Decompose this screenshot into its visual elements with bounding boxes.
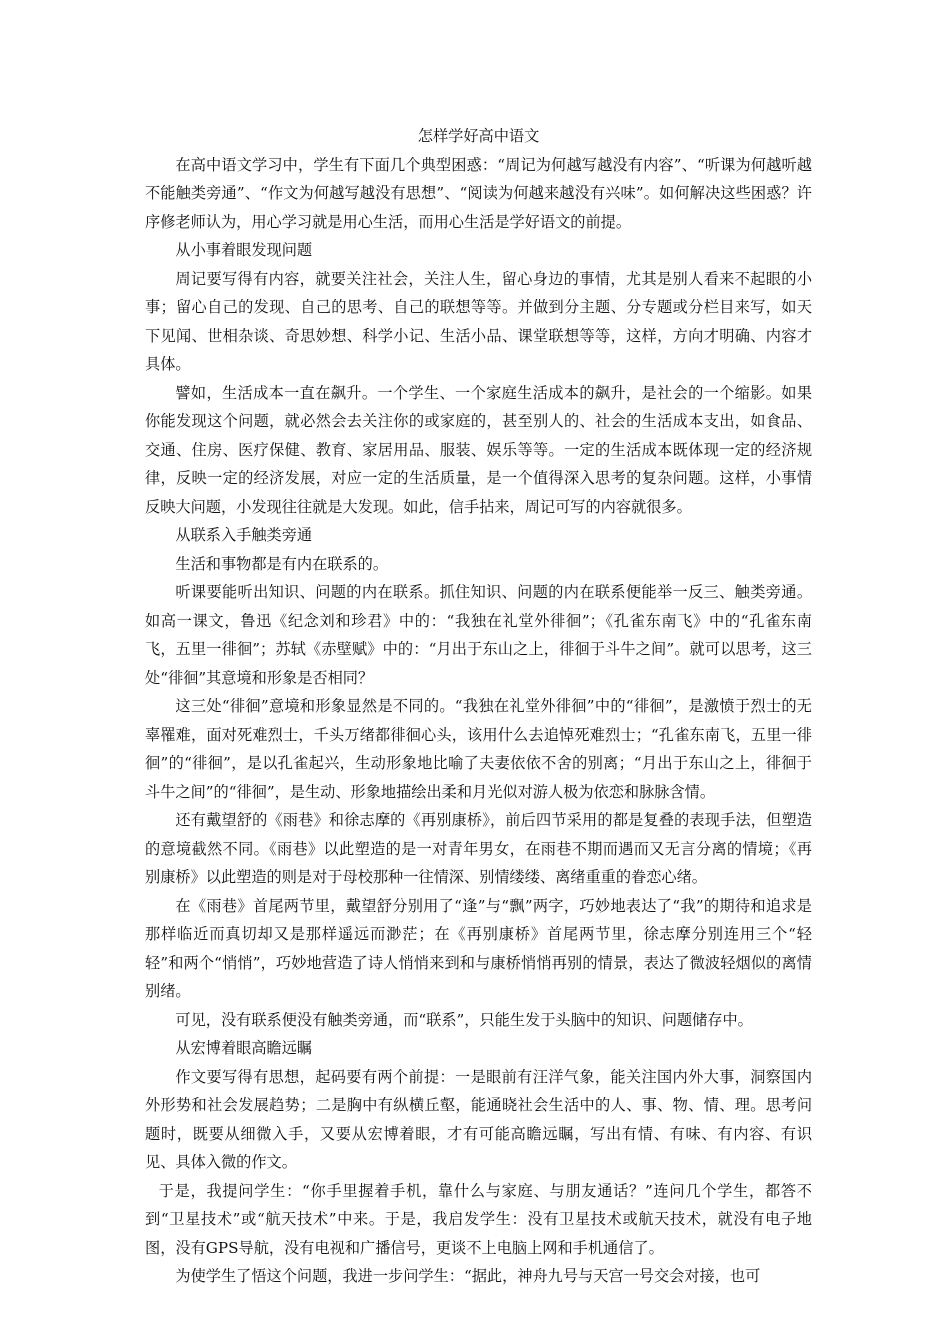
paragraph: 在《雨巷》首尾两节里，戴望舒分别用了“逢”与“飘”两字，巧妙地表达了“我”的期待和追求是那样临近而真切却又是那样遥远而渺茫；在《再别康桥》首尾两节里，徐志摩分别连用三个“轻轻”和两个“悄悄”，巧妙地营造了诗人悄悄来到和与康桥悄悄再别的情景，表达了微波轻烟似的离情别绪。: [145, 896, 812, 1000]
paragraph: 在高中语文学习中，学生有下面几个典型困惑：“周记为何越写越没有内容”、“听课为何越听越不能触类旁通”、“作文为何越写越没有思想”、“阅读为何越来越没有兴味”。如何解决这些困惑？许序修老师认为，用心学习就是用心生活，而用心生活是学好语文的前提。: [145, 155, 812, 231]
document-title: 怎样学好高中语文: [417, 127, 540, 145]
paragraph: 为使学生了悟这个问题，我进一步问学生：“据此，神舟九号与天宫一号交会对接，也可: [175, 1267, 761, 1285]
paragraph: 于是，我提问学生：“你手里握着手机，靠什么与家庭、与朋友通话？”连问几个学生，都答不到“卫星技术”或“航天技术”中来。于是，我启发学生：没有卫星技术或航天技术，就没有电子地图，没有GPS导航，没有电视和广播信号，更谈不上电脑上网和手机通信了。: [145, 1181, 812, 1257]
paragraph: 还有戴望舒的《雨巷》和徐志摩的《再别康桥》，前后四节采用的都是复叠的表现手法，但塑造的意境截然不同。《雨巷》以此塑造的是一对青年男女，在雨巷不期而遇而又无言分离的情境；《再别康桥》以此塑造的则是对于母校那种一往情深、别情缕缕、离绪重重的眷恋心绪。: [145, 811, 812, 886]
section-heading: 从小事着眼发现问题: [175, 241, 313, 259]
paragraph: 生活和事物都是有内在联系的。: [175, 554, 389, 573]
paragraph: 譬如，生活成本一直在飙升。一个学生、一个家庭生活成本的飙升，是社会的一个缩影。如果你能发现这个问题，就必然会去关注你的或家庭的，甚至别人的、社会的生活成本支出，如食品、交通、住房、医疗保健、教育、家居用品、服装、娱乐等等。一定的生活成本既体现一定的经济规律，反映一定的经济发展，对应一定的生活质量，是一个值得深入思考的复杂问题。这样，小事情反映大问题，小发现往往就是大发现。如此，信手拈来，周记可写的内容就很多。: [145, 383, 812, 516]
paragraph: 听课要能听出知识、问题的内在联系。抓住知识、问题的内在联系便能举一反三、触类旁通。如高一课文，鲁迅《纪念刘和珍君》中的：“我独在礼堂外徘徊”；《孔雀东南飞》中的“孔雀东南飞，五里一徘徊”；苏轼《赤壁赋》中的：“月出于东山之上，徘徊于斗牛之间”。就可以思考，这三处“徘徊”其意境和形象是否相同？: [145, 583, 812, 687]
document-body: [145, 151, 812, 1291]
paragraph: 可见，没有联系便没有触类旁通，而“联系”，只能生发于头脑中的知识、问题储存中。: [175, 1010, 753, 1029]
paragraph: 作文要写得有思想，起码要有两个前提：一是眼前有汪洋气象，能关注国内外大事，洞察国内外形势和社会发展趋势；二是胸中有纵横丘壑，能通晓社会生活中的人、事、物、情、理。思考问题时，既要从细微入手，又要从宏博着眼，才有可能高瞻远瞩，写出有情、有味、有内容、有识见、具体入微的作文。: [145, 1067, 812, 1171]
section-heading: 从联系入手触类旁通: [175, 526, 313, 544]
section-heading: 从宏博着眼高瞻远瞩: [175, 1039, 313, 1057]
paragraph: 这三处“徘徊”意境和形象显然是不同的。“我独在礼堂外徘徊”中的“徘徊”，是激愤于烈士的无辜罹难，面对死难烈士，千头万绪都徘徊心头，该用什么去追悼死难烈士；“孔雀东南飞，五里一徘徊”的“徘徊”，是以孔雀起兴，生动形象地比喻了夫妻依依不舍的别离；“月出于东山之上，徘徊于斗牛之间”的“徘徊”，是生动、形象地描绘出柔和月光似对游人极为依恋和脉脉含情。: [145, 697, 812, 801]
paragraph: 周记要写得有内容，就要关注社会，关注人生，留心身边的事情，尤其是别人看来不起眼的小事；留心自己的发现、自己的思考、自己的联想等等。并做到分主题、分专题或分栏目来写，如天下见闻、世相杂谈、奇思妙想、科学小记、生活小品、课堂联想等等，这样，方向才明确、内容才具体。: [145, 269, 812, 373]
